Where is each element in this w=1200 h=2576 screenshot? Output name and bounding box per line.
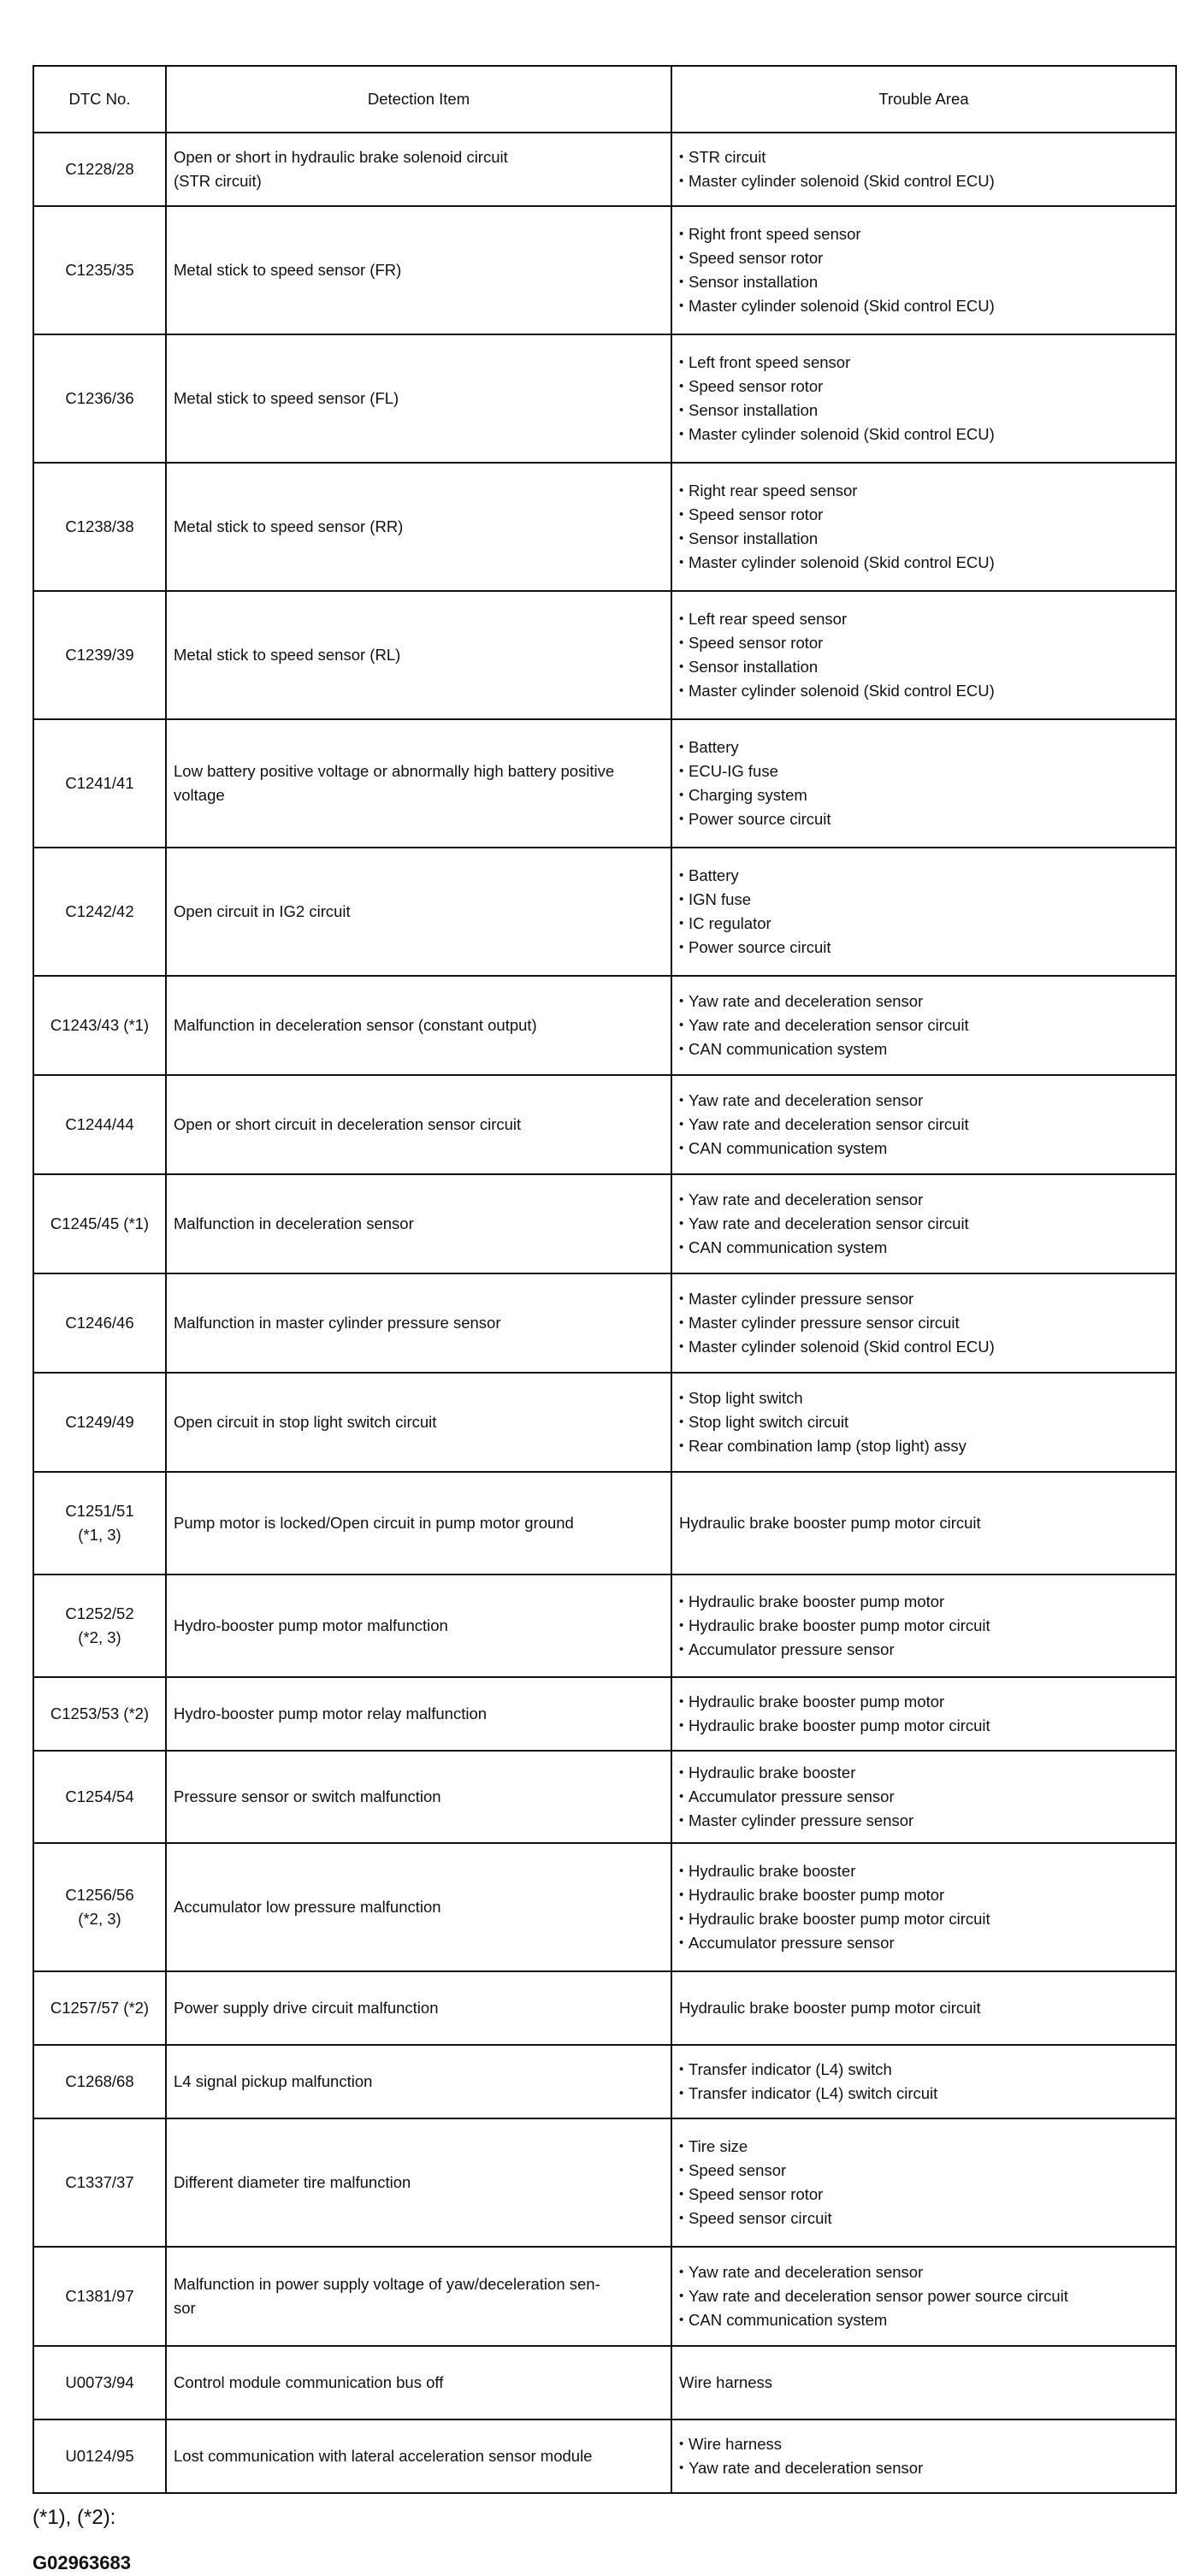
trouble-area-item: • Rear combination lamp (stop light) assy	[679, 1434, 1168, 1458]
trouble-area-list	[679, 2058, 1168, 2106]
dtc-code-line: C1251/51	[65, 1502, 134, 1520]
dtc-code-cell	[33, 1971, 166, 2045]
table-row	[33, 2118, 1176, 2247]
trouble-area-item: • Sensor installation	[679, 527, 1168, 551]
dtc-code-cell	[33, 1472, 166, 1575]
trouble-area-cell	[671, 2118, 1176, 2247]
dtc-code-cell	[33, 1751, 166, 1843]
trouble-area-item: • ECU-IG fuse	[679, 759, 1168, 783]
trouble-area-item: • Stop light switch	[679, 1386, 1168, 1410]
trouble-area-cell	[671, 848, 1176, 976]
detection-item-line: Open circuit in stop light switch circuit	[174, 1413, 437, 1431]
detection-item-line: (STR circuit)	[174, 172, 262, 190]
trouble-area-cell	[671, 1373, 1176, 1472]
detection-item-cell	[166, 1075, 671, 1174]
trouble-area-item: • Power source circuit	[679, 807, 1168, 831]
dtc-code-cell	[33, 1174, 166, 1273]
trouble-area-item: • IC regulator	[679, 912, 1168, 936]
dtc-code-cell	[33, 2419, 166, 2493]
detection-item-cell	[166, 1751, 671, 1843]
table-row	[33, 2247, 1176, 2346]
trouble-area-item: • Stop light switch circuit	[679, 1410, 1168, 1434]
detection-item-line: Malfunction in deceleration sensor	[174, 1214, 414, 1232]
table-row	[33, 463, 1176, 591]
trouble-area-item: • Yaw rate and deceleration sensor	[679, 2260, 1168, 2284]
table-row	[33, 976, 1176, 1075]
trouble-area-item: • Hydraulic brake booster pump motor	[679, 1590, 1168, 1614]
dtc-code-line: U0124/95	[65, 2447, 134, 2465]
trouble-area-list	[679, 1859, 1168, 1955]
trouble-area-item: • Speed sensor	[679, 2159, 1168, 2183]
dtc-code-cell	[33, 1075, 166, 1174]
trouble-area-item: • Transfer indicator (L4) switch	[679, 2058, 1168, 2082]
detection-item-line: Malfunction in deceleration sensor (constant output)	[174, 1016, 537, 1034]
trouble-area-item: • Left front speed sensor	[679, 351, 1168, 375]
dtc-code-cell	[33, 2346, 166, 2419]
trouble-area-cell	[671, 1273, 1176, 1373]
detection-item-cell	[166, 2045, 671, 2118]
trouble-area-item: • Speed sensor rotor	[679, 2183, 1168, 2207]
dtc-code-cell	[33, 848, 166, 976]
trouble-area-item: • IGN fuse	[679, 888, 1168, 912]
dtc-code-cell	[33, 719, 166, 848]
trouble-area-item: • Master cylinder solenoid (Skid control ECU)	[679, 169, 1168, 193]
trouble-area-item: • Hydraulic brake booster	[679, 1859, 1168, 1883]
dtc-code-line: (*2, 3)	[78, 1910, 121, 1928]
dtc-code-line: C1337/37	[65, 2173, 134, 2191]
dtc-code-line: U0073/94	[65, 2373, 134, 2391]
trouble-area-item: • CAN communication system	[679, 1137, 1168, 1161]
dtc-code-cell	[33, 2247, 166, 2346]
trouble-area-item: • Right rear speed sensor	[679, 479, 1168, 503]
dtc-code-cell	[33, 976, 166, 1075]
trouble-area-list	[679, 1590, 1168, 1662]
trouble-area-cell	[671, 1843, 1176, 1971]
footnote: (*1), (*2):	[33, 2506, 116, 2529]
trouble-area-item: • Hydraulic brake booster	[679, 1761, 1168, 1785]
trouble-area-list	[679, 864, 1168, 960]
trouble-area-cell	[671, 2346, 1176, 2419]
detection-item-line: Control module communication bus off	[174, 2373, 444, 2391]
trouble-area-cell	[671, 334, 1176, 463]
table-row	[33, 1751, 1176, 1843]
table-row	[33, 1075, 1176, 1174]
detection-item-line: Accumulator low pressure malfunction	[174, 1898, 441, 1916]
trouble-area-item: • Hydraulic brake booster pump motor circuit	[679, 1907, 1168, 1931]
trouble-area-item: • Yaw rate and deceleration sensor circuit	[679, 1212, 1168, 1236]
header-trouble-area: Trouble Area	[671, 66, 1176, 133]
trouble-area-list	[679, 222, 1168, 318]
detection-item-cell	[166, 976, 671, 1075]
trouble-area-list	[679, 1690, 1168, 1738]
detection-item-cell	[166, 2419, 671, 2493]
detection-item-cell	[166, 334, 671, 463]
trouble-area-text: Hydraulic brake booster pump motor circuit	[679, 1999, 981, 2017]
detection-item-line: Open or short in hydraulic brake solenoid circuit	[174, 148, 508, 166]
trouble-area-item: • Speed sensor rotor	[679, 503, 1168, 527]
detection-item-line: sor	[174, 2299, 196, 2317]
detection-item-cell	[166, 1472, 671, 1575]
trouble-area-item: • Yaw rate and deceleration sensor	[679, 1089, 1168, 1113]
trouble-area-item: • Charging system	[679, 783, 1168, 807]
dtc-code-line: C1268/68	[65, 2072, 134, 2090]
table-row	[33, 2419, 1176, 2493]
detection-item-cell	[166, 2247, 671, 2346]
trouble-area-cell	[671, 591, 1176, 719]
trouble-area-item: • Left rear speed sensor	[679, 607, 1168, 631]
detection-item-line: L4 signal pickup malfunction	[174, 2072, 373, 2090]
table-row	[33, 2045, 1176, 2118]
trouble-area-item: • Right front speed sensor	[679, 222, 1168, 246]
trouble-area-item: • Tire size	[679, 2135, 1168, 2159]
trouble-area-list	[679, 736, 1168, 831]
table-row	[33, 719, 1176, 848]
trouble-area-item: • Accumulator pressure sensor	[679, 1931, 1168, 1955]
trouble-area-cell	[671, 1677, 1176, 1751]
trouble-area-cell	[671, 463, 1176, 591]
trouble-area-item: • Master cylinder pressure sensor	[679, 1287, 1168, 1311]
detection-item-line: Metal stick to speed sensor (FR)	[174, 261, 402, 279]
trouble-area-list	[679, 351, 1168, 446]
trouble-area-cell	[671, 976, 1176, 1075]
graphic-id: G02963683	[33, 2552, 131, 2573]
trouble-area-item: • Master cylinder pressure sensor circuit	[679, 1311, 1168, 1335]
dtc-code-line: C1245/45 (*1)	[50, 1214, 150, 1232]
detection-item-line: Pump motor is locked/Open circuit in pump motor ground	[174, 1514, 574, 1532]
detection-item-cell	[166, 1174, 671, 1273]
trouble-area-item: • Speed sensor rotor	[679, 631, 1168, 655]
detection-item-cell	[166, 133, 671, 206]
trouble-area-item: • Sensor installation	[679, 655, 1168, 679]
trouble-area-cell	[671, 1075, 1176, 1174]
trouble-area-list	[679, 1761, 1168, 1833]
header-detection-item: Detection Item	[166, 66, 671, 133]
trouble-area-item: • Hydraulic brake booster pump motor circuit	[679, 1714, 1168, 1738]
trouble-area-item: • Yaw rate and deceleration sensor circuit	[679, 1113, 1168, 1137]
dtc-code-cell	[33, 133, 166, 206]
trouble-area-item: • Hydraulic brake booster pump motor	[679, 1883, 1168, 1907]
table-row	[33, 334, 1176, 463]
dtc-code-line: C1381/97	[65, 2287, 134, 2305]
table-body	[33, 133, 1176, 2493]
trouble-area-item: • Yaw rate and deceleration sensor	[679, 990, 1168, 1013]
detection-item-line: Power supply drive circuit malfunction	[174, 1999, 439, 2017]
dtc-code-line: (*1, 3)	[78, 1526, 121, 1544]
dtc-code-line: C1241/41	[65, 774, 134, 792]
trouble-area-cell	[671, 1575, 1176, 1677]
trouble-area-text: Hydraulic brake booster pump motor circuit	[679, 1514, 981, 1532]
trouble-area-item: • Hydraulic brake booster pump motor	[679, 1690, 1168, 1714]
trouble-area-item: • CAN communication system	[679, 2308, 1168, 2332]
detection-item-cell	[166, 719, 671, 848]
dtc-code-line: (*2, 3)	[78, 1628, 121, 1646]
dtc-code-line: C1253/53 (*2)	[50, 1705, 150, 1722]
dtc-code-line: C1249/49	[65, 1413, 134, 1431]
trouble-area-cell	[671, 2247, 1176, 2346]
trouble-area-cell	[671, 206, 1176, 334]
table-row	[33, 1843, 1176, 1971]
table-row	[33, 1174, 1176, 1273]
dtc-code-cell	[33, 334, 166, 463]
trouble-area-item: • Accumulator pressure sensor	[679, 1785, 1168, 1809]
trouble-area-list	[679, 145, 1168, 193]
table-row	[33, 591, 1176, 719]
trouble-area-list	[679, 990, 1168, 1061]
detection-item-line: Metal stick to speed sensor (RR)	[174, 517, 404, 535]
dtc-code-cell	[33, 1273, 166, 1373]
trouble-area-list	[679, 2432, 1168, 2480]
table-row	[33, 133, 1176, 206]
detection-item-line: Open or short circuit in deceleration sensor circuit	[174, 1115, 522, 1133]
trouble-area-item: • Yaw rate and deceleration sensor	[679, 1188, 1168, 1212]
dtc-code-cell	[33, 463, 166, 591]
table-row	[33, 1677, 1176, 1751]
detection-item-cell	[166, 206, 671, 334]
trouble-area-cell	[671, 1971, 1176, 2045]
trouble-area-item: • Master cylinder solenoid (Skid control ECU)	[679, 551, 1168, 575]
table-row	[33, 2346, 1176, 2419]
trouble-area-item: • STR circuit	[679, 145, 1168, 169]
trouble-area-cell	[671, 719, 1176, 848]
dtc-code-cell	[33, 206, 166, 334]
detection-item-line: Hydro-booster pump motor relay malfunction	[174, 1705, 488, 1722]
table-row	[33, 1971, 1176, 2045]
detection-item-line: Malfunction in master cylinder pressure sensor	[174, 1314, 501, 1332]
dtc-code-line: C1235/35	[65, 261, 134, 279]
trouble-area-text: Wire harness	[679, 2373, 772, 2391]
trouble-area-item: • Sensor installation	[679, 270, 1168, 294]
detection-item-cell	[166, 1273, 671, 1373]
trouble-area-cell	[671, 133, 1176, 206]
detection-item-line: Malfunction in power supply voltage of yaw/deceleration sen-	[174, 2275, 600, 2293]
dtc-code-cell	[33, 1373, 166, 1472]
trouble-area-item: • Speed sensor circuit	[679, 2207, 1168, 2230]
dtc-code-line: C1242/42	[65, 902, 134, 920]
trouble-area-item: • Master cylinder solenoid (Skid control ECU)	[679, 422, 1168, 446]
dtc-code-line: C1228/28	[65, 160, 134, 178]
trouble-area-cell	[671, 2045, 1176, 2118]
trouble-area-item: • Master cylinder solenoid (Skid control ECU)	[679, 1335, 1168, 1359]
trouble-area-item: • CAN communication system	[679, 1037, 1168, 1061]
dtc-code-line: C1244/44	[65, 1115, 134, 1133]
trouble-area-item: • Speed sensor rotor	[679, 246, 1168, 270]
detection-item-cell	[166, 591, 671, 719]
trouble-area-item: • Hydraulic brake booster pump motor circuit	[679, 1614, 1168, 1638]
dtc-code-line: C1239/39	[65, 646, 134, 664]
detection-item-line: Lost communication with lateral acceleration sensor module	[174, 2447, 593, 2465]
dtc-code-cell	[33, 2045, 166, 2118]
detection-item-cell	[166, 1677, 671, 1751]
trouble-area-list	[679, 1287, 1168, 1359]
dtc-code-line: C1252/52	[65, 1604, 134, 1622]
detection-item-cell	[166, 463, 671, 591]
detection-item-cell	[166, 1843, 671, 1971]
trouble-area-item: • Yaw rate and deceleration sensor power source circuit	[679, 2284, 1168, 2308]
header-dtc-no: DTC No.	[33, 66, 166, 133]
dtc-code-line: C1243/43 (*1)	[50, 1016, 150, 1034]
trouble-area-cell	[671, 1174, 1176, 1273]
document-page	[33, 65, 1175, 2576]
dtc-code-cell	[33, 1843, 166, 1971]
table-row	[33, 206, 1176, 334]
trouble-area-item: • Speed sensor rotor	[679, 375, 1168, 399]
trouble-area-list	[679, 2260, 1168, 2332]
trouble-area-item: • Power source circuit	[679, 936, 1168, 960]
trouble-area-list	[679, 1089, 1168, 1161]
dtc-code-line: C1254/54	[65, 1787, 134, 1805]
dtc-code-line: C1256/56	[65, 1886, 134, 1904]
dtc-table	[33, 65, 1177, 2494]
detection-item-cell	[166, 1575, 671, 1677]
trouble-area-item: • Wire harness	[679, 2432, 1168, 2456]
trouble-area-list	[679, 479, 1168, 575]
detection-item-cell	[166, 1971, 671, 2045]
table-row	[33, 1273, 1176, 1373]
dtc-code-cell	[33, 1677, 166, 1751]
trouble-area-item: • Accumulator pressure sensor	[679, 1638, 1168, 1662]
trouble-area-item: • Yaw rate and deceleration sensor circuit	[679, 1013, 1168, 1037]
detection-item-line: Metal stick to speed sensor (FL)	[174, 389, 399, 407]
trouble-area-cell	[671, 2419, 1176, 2493]
table-row	[33, 1575, 1176, 1677]
trouble-area-item: • Master cylinder pressure sensor	[679, 1809, 1168, 1833]
detection-item-line: Hydro-booster pump motor malfunction	[174, 1616, 448, 1634]
dtc-code-cell	[33, 1575, 166, 1677]
detection-item-cell	[166, 848, 671, 976]
table-row	[33, 1472, 1176, 1575]
trouble-area-list	[679, 607, 1168, 703]
dtc-code-line: C1246/46	[65, 1314, 134, 1332]
detection-item-cell	[166, 1373, 671, 1472]
trouble-area-item: • Battery	[679, 864, 1168, 888]
detection-item-line: Different diameter tire malfunction	[174, 2173, 411, 2191]
trouble-area-item: • Transfer indicator (L4) switch circuit	[679, 2082, 1168, 2106]
trouble-area-item: • Sensor installation	[679, 399, 1168, 422]
trouble-area-list	[679, 1188, 1168, 1260]
trouble-area-list	[679, 1386, 1168, 1458]
dtc-code-cell	[33, 2118, 166, 2247]
table-row	[33, 848, 1176, 976]
trouble-area-cell	[671, 1751, 1176, 1843]
table-row	[33, 1373, 1176, 1472]
dtc-code-line: C1238/38	[65, 517, 134, 535]
trouble-area-item: • Battery	[679, 736, 1168, 759]
detection-item-cell	[166, 2118, 671, 2247]
dtc-code-line: C1257/57 (*2)	[50, 1999, 150, 2017]
trouble-area-item: • Master cylinder solenoid (Skid control ECU)	[679, 679, 1168, 703]
detection-item-cell	[166, 2346, 671, 2419]
dtc-code-cell	[33, 591, 166, 719]
dtc-code-line: C1236/36	[65, 389, 134, 407]
detection-item-line: Pressure sensor or switch malfunction	[174, 1787, 441, 1805]
detection-item-line: Metal stick to speed sensor (RL)	[174, 646, 401, 664]
trouble-area-item: • Master cylinder solenoid (Skid control ECU)	[679, 294, 1168, 318]
detection-item-line: Open circuit in IG2 circuit	[174, 902, 351, 920]
trouble-area-item: • Yaw rate and deceleration sensor	[679, 2456, 1168, 2480]
detection-item-line: Low battery positive voltage or abnormally high battery positive voltage	[174, 762, 615, 804]
table-header-row	[33, 66, 1176, 133]
trouble-area-item: • CAN communication system	[679, 1236, 1168, 1260]
trouble-area-cell	[671, 1472, 1176, 1575]
trouble-area-list	[679, 2135, 1168, 2230]
